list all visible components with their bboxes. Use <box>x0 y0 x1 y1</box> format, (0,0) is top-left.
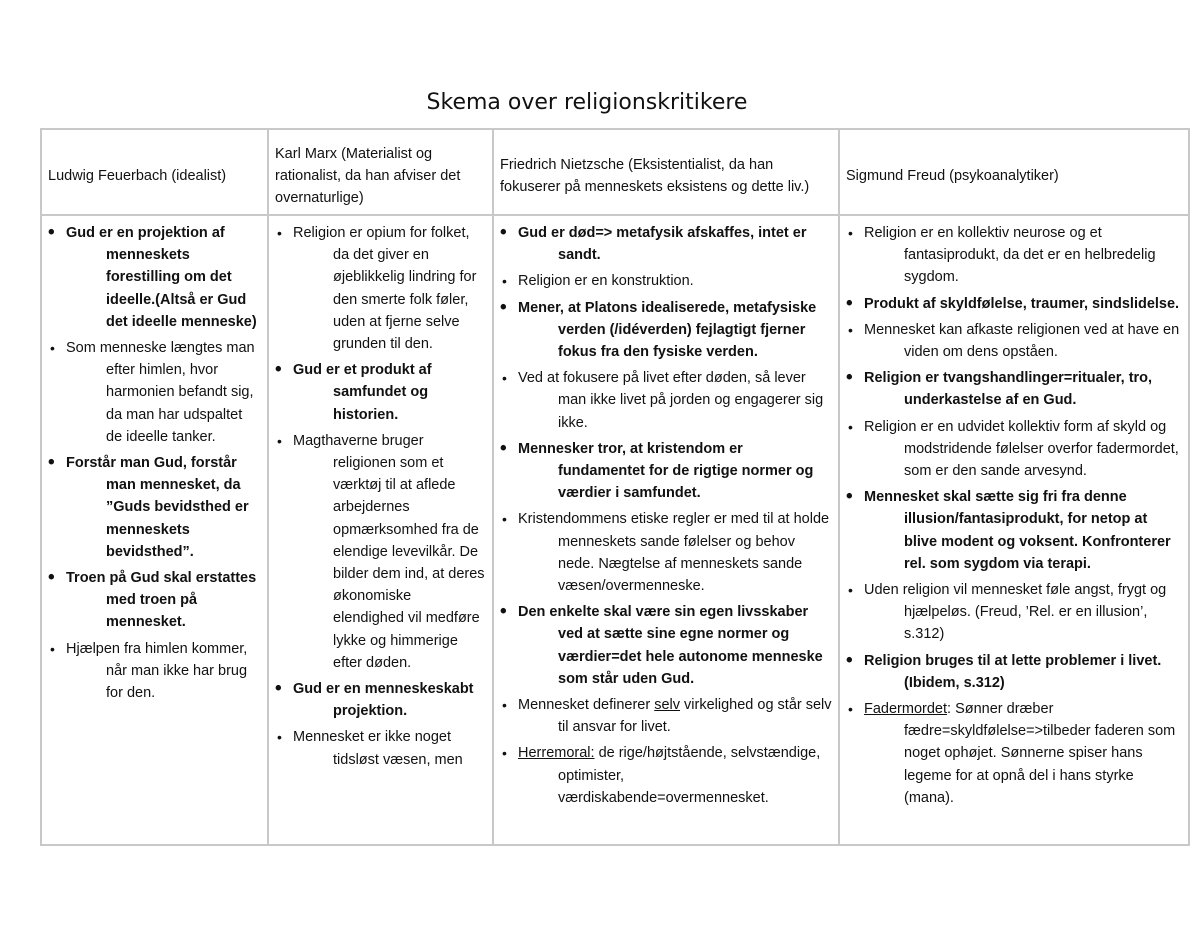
bullet-list-marx <box>275 222 486 771</box>
bullet-item <box>500 601 832 690</box>
bullet-text: Mener, at Platons idealiserede, metafysiske verden (/idéverden) fejlagtigt fjerner fokus fra den fysiske verden. <box>518 299 817 361</box>
bullet-text: de rige/højtstående, selvstændige, optimister, værdiskabende=overmennesket. <box>558 745 821 806</box>
header-nietzsche: Friedrich Nietzsche (Eksistentialist, da han fokuserer på menneskets eksistens og dette liv.) <box>493 129 839 215</box>
content-row <box>41 215 1189 845</box>
bullet-text: Forstår man Gud, forstår man mennesket, da ”Guds bevidsthed er menneskets bevidsthed”. <box>66 455 249 560</box>
bullet-item <box>275 726 486 770</box>
bullet-text: Religion er en kollektiv neurose og et fantasiprodukt, da det er en helbredelig sygdom. <box>864 225 1156 286</box>
underlined-term: Herremoral: <box>518 745 595 762</box>
bullet-text: Gud er en projektion af menneskets forestilling om det ideelle.(Altså er Gud det ideelle menneske) <box>66 225 257 330</box>
bullet-text: Mennesker tror, at kristendom er fundamentet for de rigtige normer og værdier i samfundet. <box>518 440 814 502</box>
bullet-item <box>48 337 261 448</box>
religion-critics-table <box>40 128 1190 846</box>
bullet-item <box>846 698 1182 809</box>
bullet-text: Mennesket er ikke noget tidsløst væsen, men <box>293 729 463 768</box>
bullet-text: Den enkelte skal være sin egen livsskaber ved at sætte sine egne normer og værdier=det hele autonome menneske som står uden Gud. <box>518 604 823 687</box>
bullet-item <box>846 367 1182 411</box>
bullet-text: Uden religion vil mennesket føle angst, frygt og hjælpeløs. (Freud, ’Rel. er en illusion’, s.312) <box>864 582 1167 643</box>
header-feuerbach: Ludwig Feuerbach (idealist) <box>41 129 268 215</box>
bullet-item <box>500 438 832 505</box>
cell-marx <box>268 215 493 845</box>
bullet-text: Magthaverne bruger religionen som et værktøj til at aflede arbejdernes opmærksomhed fra de elendige levevilkår. De bilder dem ind, at deres økonomiske elendighed vil medføre lykke og himmerige efter døden. <box>293 432 485 671</box>
bullet-item <box>846 486 1182 575</box>
header-row <box>41 129 1189 215</box>
bullet-text: Religion er en konstruktion. <box>518 273 694 290</box>
header-freud: Sigmund Freud (psykoanalytiker) <box>839 129 1189 215</box>
cell-nietzsche <box>493 215 839 845</box>
bullet-text: : Sønner dræber fædre=skyldfølelse=>tilbeder faderen som noget ophøjet. Sønnerne spiser hans legeme for at opnå del i hans styrke (mana). <box>904 701 1176 806</box>
bullet-text: Religion bruges til at lette problemer i livet.(Ibidem, s.312) <box>864 652 1162 691</box>
bullet-item <box>48 452 261 563</box>
bullet-item <box>846 293 1182 315</box>
bullet-item <box>846 416 1182 483</box>
bullet-text: virkelighed og står selv til ansvar for livet. <box>558 697 832 736</box>
bullet-item <box>500 508 832 597</box>
header-marx: Karl Marx (Materialist og rationalist, da han afviser det overnaturlige) <box>268 129 493 215</box>
bullet-text: Hjælpen fra himlen kommer, når man ikke har brug for den. <box>66 640 248 702</box>
bullet-text: Mennesket definerer <box>518 697 655 714</box>
bullet-text: Religion er tvangshandlinger=ritualer, tro, underkastelse af en Gud. <box>864 370 1153 409</box>
bullet-text: Troen på Gud skal erstattes med troen på mennesket. <box>66 570 257 631</box>
underlined-term: selv <box>654 697 681 714</box>
bullet-text: Mennesket skal sætte sig fri fra denne illusion/fantasiprodukt, for netop at blive modent og voksent. Konfronterer rel. som sygdom via terapi. <box>864 489 1171 572</box>
bullet-item <box>500 270 832 292</box>
bullet-item <box>275 678 486 722</box>
bullet-text: Religion er en udvidet kollektiv form af skyld og modstridende følelser overfor fadermordet, som er den sande arvesynd. <box>864 418 1179 480</box>
bullet-item <box>500 297 832 364</box>
bullet-text: Gud er et produkt af samfundet og historien. <box>293 362 432 423</box>
bullet-item <box>500 694 832 738</box>
bullet-item <box>48 638 261 705</box>
cell-freud <box>839 215 1189 845</box>
document-title: Skema over religionskritikere <box>426 90 748 115</box>
bullet-item <box>275 359 486 426</box>
bullet-list-freud <box>846 222 1182 809</box>
bullet-item <box>846 222 1182 289</box>
bullet-item <box>846 650 1182 694</box>
bullet-text: Kristendommens etiske regler er med til at holde menneskets sande følelser og behov nede. Nægtelse af menneskets sande væsen/overmenneske. <box>518 511 830 595</box>
underlined-term: Fadermordet <box>864 701 948 718</box>
bullet-item <box>275 430 486 674</box>
bullet-item <box>846 319 1182 363</box>
bullet-list-feuerbach <box>48 222 261 704</box>
bullet-item <box>500 742 832 809</box>
cell-feuerbach <box>41 215 268 845</box>
bullet-item <box>500 222 832 266</box>
bullet-item <box>48 567 261 634</box>
bullet-text: Ved at fokusere på livet efter døden, så lever man ikke livet på jorden og engagerer sig ikke. <box>518 370 824 431</box>
bullet-list-nietzsche <box>500 222 832 809</box>
bullet-text: Gud er død=> metafysik afskaffes, intet er sandt. <box>518 225 807 264</box>
bullet-text: Som menneske længtes man efter himlen, hvor harmonien befandt sig, da man har udspaltet de ideelle tanker. <box>66 340 255 445</box>
bullet-text: Mennesket kan afkaste religionen ved at have en viden om dens opståen. <box>864 321 1180 361</box>
bullet-item <box>48 222 261 333</box>
bullet-text: Produkt af skyldfølelse, traumer, sindslidelse. <box>864 295 1180 312</box>
bullet-item <box>846 579 1182 646</box>
bullet-text: Gud er en menneskeskabt projektion. <box>293 681 474 720</box>
bullet-item <box>275 222 486 355</box>
bullet-item <box>500 367 832 434</box>
bullet-text: Religion er opium for folket, da det giver en øjeblikkelig lindring for den smerte folk føler, uden at fjerne selve grunden til den. <box>293 225 477 353</box>
